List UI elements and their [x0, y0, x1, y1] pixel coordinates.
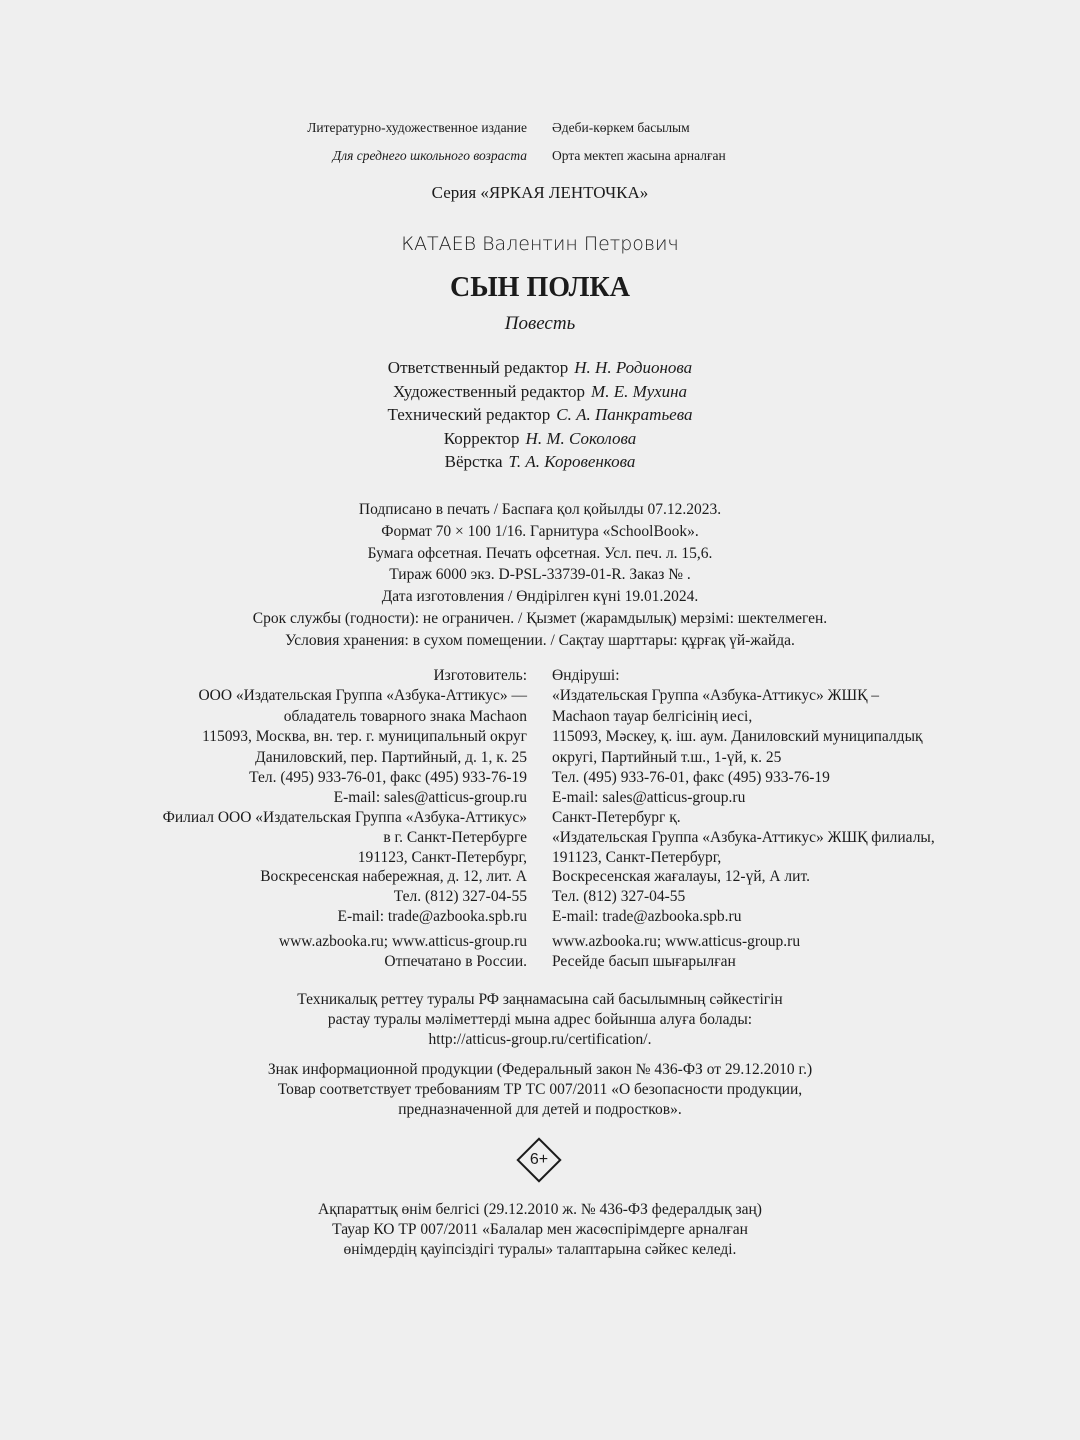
- manufacturer-ru-line: обладатель товарного знака Machaon: [283, 707, 527, 725]
- manufacturer-ru-line: Изготовитель:: [433, 667, 527, 684]
- credit-role: Художественный редактор: [392, 381, 586, 401]
- branch-ru-line: E-mail: trade@azbooka.spb.ru: [337, 907, 527, 925]
- info-sign-kz-line: өнімдердің қауіпсіздігі туралы» талаптарына сәйкес келеді.: [343, 1241, 737, 1258]
- manufacturer-ru: [120, 666, 527, 809]
- info-sign-ru-line: предназначенной для детей и подростков».: [398, 1101, 682, 1118]
- printed-in-ru: Отпечатано в России.: [384, 953, 527, 970]
- branch-ru-line: 191123, Санкт-Петербург,: [357, 848, 527, 866]
- web-ru: [200, 932, 527, 972]
- branch-ru-line: Тел. (812) 327-04-55: [393, 888, 527, 906]
- age-rating-label: 6+: [529, 1151, 549, 1168]
- credit-name: Н. М. Соколова: [525, 428, 637, 448]
- print-info-line: Подписано в печать / Баспаға қол қойылды 07.12.2023.: [358, 501, 722, 518]
- manufacturer-kz: [552, 666, 923, 809]
- web-links-ru: www.azbooka.ru; www.atticus-group.ru: [278, 933, 527, 950]
- credit-row: [0, 356, 1080, 380]
- branch-kz-line: «Издательская Группа «Азбука-Аттикус» ЖШҚ филиалы,: [552, 828, 935, 846]
- branch-kz: [552, 808, 935, 927]
- credit-row: [0, 403, 1080, 427]
- print-info-line: Условия хранения: в сухом помещении. / Сақтау шарттары: құрғақ үй-жайда.: [285, 631, 795, 649]
- series-name: Серия «ЯРКАЯ ЛЕНТОЧКА»: [431, 183, 649, 202]
- author-name: КАТАЕВ Валентин Петрович: [401, 233, 679, 255]
- edition-type-kz: Әдеби-көркем басылым: [552, 120, 690, 135]
- branch-kz-line: Тел. (812) 327-04-55: [552, 888, 686, 906]
- manufacturer-ru-line: Даниловский, пер. Партийный, д. 1, к. 25: [255, 748, 527, 766]
- branch-kz-line: E-mail: trade@azbooka.spb.ru: [552, 907, 742, 925]
- credit-name: Н. Н. Родионова: [574, 358, 693, 377]
- branch-ru-line: Филиал ООО «Издательская Группа «Азбука-Аттикус»: [162, 809, 527, 826]
- printed-in-kz: Ресейде басып шығарылған: [552, 953, 736, 970]
- manufacturer-ru-line: Тел. (495) 933-76-01, факс (495) 933-76-19: [249, 769, 527, 787]
- branch-ru-line: Воскресенская набережная, д. 12, лит. А: [260, 868, 527, 886]
- certification-note: [0, 990, 1080, 1050]
- manufacturer-kz-line: 115093, Мәскеу, қ. іш. аум. Даниловский муниципалдық: [552, 728, 923, 746]
- certification-line: растау туралы мәліметтерді мына адрес бойынша алуға болады:: [327, 1011, 753, 1028]
- certification-url: http://atticus-group.ru/certification/.: [428, 1031, 652, 1048]
- branch-ru-line: в г. Санкт-Петербурге: [383, 828, 527, 846]
- branch-kz-line: Воскресенская жағалауы, 12-үй, А лит.: [552, 868, 810, 886]
- credit-row: [0, 450, 1080, 474]
- manufacturer-kz-line: Өндіруші:: [552, 667, 620, 684]
- manufacturer-ru-line: 115093, Москва, вн. тер. г. муниципальный округ: [202, 728, 527, 746]
- credit-name: М. Е. Мухина: [591, 381, 688, 401]
- print-info-line: Срок службы (годности): не ограничен. / Қызмет (жарамдылық) мерзімі: шектелмеген.: [252, 609, 828, 627]
- credit-role: Корректор: [443, 428, 520, 448]
- manufacturer-kz-line: округі, Партийный т.ш., 1-үй, к. 25: [552, 748, 782, 766]
- manufacturer-kz-line: Тел. (495) 933-76-01, факс (495) 933-76-19: [552, 769, 830, 787]
- print-info: [0, 499, 1080, 652]
- credit-role: Ответственный редактор: [387, 358, 569, 377]
- credit-role: Вёрстка: [444, 452, 503, 471]
- manufacturer-kz-line: Machaon тауар белгісінің иесі,: [552, 707, 753, 725]
- print-info-line: Дата изготовления / Өндірілген күні 19.01.2024.: [381, 588, 699, 606]
- web-links-kz: www.azbooka.ru; www.atticus-group.ru: [552, 933, 801, 950]
- info-sign-kz-line: Ақпараттық өнім белгісі (29.12.2010 ж. № 436-ФЗ федералдық заң): [318, 1201, 762, 1218]
- manufacturer-kz-line: «Издательская Группа «Азбука-Аттикус» ЖШҚ –: [552, 687, 880, 705]
- age-group-kz: Орта мектеп жасына арналған: [552, 148, 726, 163]
- credit-name: С. А. Панкратьева: [556, 405, 693, 424]
- edition-type-ru: Литературно-художественное издание: [307, 120, 527, 135]
- print-info-line: Формат 70 × 100 1/16. Гарнитура «SchoolBook».: [381, 522, 699, 540]
- branch-ru: [100, 808, 527, 927]
- branch-kz-line: Санкт-Петербург қ.: [552, 809, 681, 826]
- genre: Повесть: [504, 313, 576, 334]
- credit-row: [0, 427, 1080, 451]
- age-rating-badge: [516, 1137, 562, 1183]
- certification-line: Техникалық реттеу туралы РФ заңнамасына сай басылымның сәйкестігін: [297, 991, 783, 1008]
- print-info-line: Бумага офсетная. Печать офсетная. Усл. печ. л. 15,6.: [367, 544, 713, 562]
- manufacturer-ru-line: ООО «Издательская Группа «Азбука-Аттикус» —: [198, 687, 527, 705]
- age-group-ru: Для среднего школьного возраста: [332, 148, 527, 163]
- info-sign-kz: [0, 1200, 1080, 1260]
- credits-list: [0, 356, 1080, 474]
- info-sign-ru-line: Знак информационной продукции (Федеральный закон № 436-ФЗ от 29.12.2010 г.): [267, 1061, 813, 1078]
- print-info-line: Тираж 6000 экз. D-PSL-33739-01-R. Заказ № .: [389, 566, 691, 584]
- credit-row: [0, 380, 1080, 404]
- book-title: СЫН ПОЛКА: [449, 272, 631, 303]
- info-sign-kz-line: Тауар КО ТР 007/2011 «Балалар мен жасөспірімдерге арналған: [332, 1221, 748, 1238]
- manufacturer-kz-line: E-mail: sales@atticus-group.ru: [552, 789, 746, 807]
- credit-name: Т. А. Коровенкова: [508, 452, 636, 471]
- credit-role: Технический редактор: [387, 405, 551, 424]
- manufacturer-ru-line: E-mail: sales@atticus-group.ru: [333, 789, 527, 807]
- info-sign-ru-line: Товар соответствует требованиям ТР ТС 007/2011 «О безопасности продукции,: [277, 1081, 803, 1098]
- web-kz: [552, 932, 800, 972]
- branch-kz-line: 191123, Санкт-Петербург,: [552, 848, 722, 866]
- info-sign-ru: [0, 1060, 1080, 1120]
